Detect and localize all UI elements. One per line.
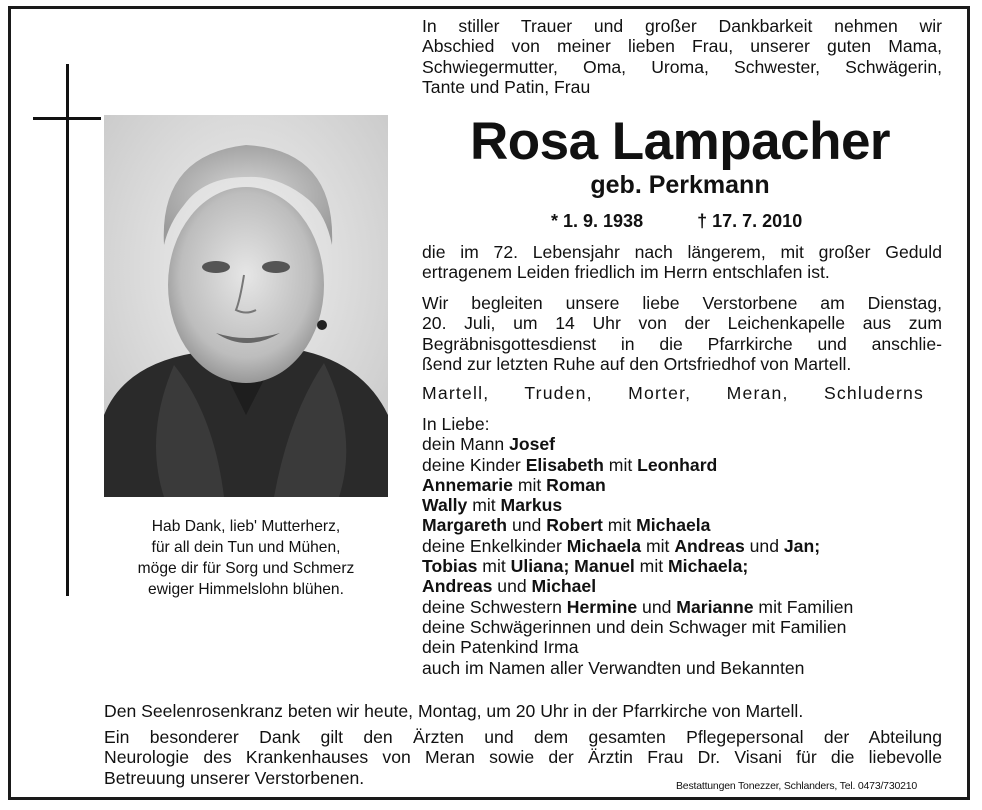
passing-paragraph <box>422 242 942 283</box>
funeral-line: Begräbnisgottesdienst in die Pfarrkirche und anschlie- <box>422 333 942 354</box>
intro-paragraph <box>422 16 942 97</box>
thanks-paragraph <box>104 727 942 788</box>
verse-line: ewiger Himmelslohn blühen. <box>148 581 344 598</box>
family-line: deine Enkelkinder Michaela mit Andreas und Jan; <box>422 535 821 556</box>
intro-line: In stiller Trauer und großer Dankbarkeit nehmen wir <box>422 16 942 36</box>
death-date: † 17. 7. 2010 <box>697 211 803 231</box>
verse-line: Hab Dank, lieb' Mutterherz, <box>151 518 341 535</box>
family-line: auch im Namen aller Verwandten und Bekannten <box>422 657 805 678</box>
family-line: Margareth und Robert mit Michaela <box>422 515 711 536</box>
family-line: Andreas und Michael <box>422 576 597 597</box>
passing-line: ertragenem Leiden friedlich im Herrn entschlafen ist. <box>422 262 830 283</box>
family-line: Annemarie mit Roman <box>422 474 606 495</box>
funeral-home-credit: Bestattungen Tonezzer, Schlanders, Tel. 0473/730210 <box>676 780 918 792</box>
funeral-line: Wir begleiten unsere liebe Verstorbene am Dienstag, <box>422 293 942 313</box>
intro-line: Schwiegermutter, Oma, Uroma, Schwester, Schwägerin, <box>422 56 942 77</box>
cross-icon-bar <box>33 117 101 120</box>
life-dates <box>551 211 802 232</box>
portrait-photo <box>104 115 388 497</box>
family-line: Tobias mit Uliana; Manuel mit Michaela; <box>422 556 749 577</box>
family-line: deine Schwägerinnen und dein Schwager mit Familien <box>422 616 847 637</box>
family-list <box>422 414 853 678</box>
places-line: Martell, Truden, Morter, Meran, Schluderns <box>422 383 924 403</box>
rosary-paragraph <box>104 701 942 721</box>
funeral-line: 20. Juli, um 14 Uhr von der Leichenkapelle aus zum <box>422 313 942 334</box>
intro-line: Tante und Patin, Frau <box>422 76 591 97</box>
family-line: dein Patenkind Irma <box>422 637 579 658</box>
family-line: deine Kinder Elisabeth mit Leonhard <box>422 454 718 475</box>
rosary-line: Den Seelenrosenkranz beten wir heute, Montag, um 20 Uhr in der Pfarrkirche von Martell. <box>104 701 804 721</box>
family-line: deine Schwestern Hermine und Marianne mit Familien <box>422 596 854 617</box>
cross-icon <box>66 64 69 596</box>
funeral-line: ßend zur letzten Ruhe auf den Ortsfriedhof von Martell. <box>422 353 852 374</box>
verse-line: möge dir für Sorg und Schmerz <box>137 560 355 577</box>
thanks-line: Ein besonderer Dank gilt den Ärzten und dem gesamten Pflegepersonal der Abteilung <box>104 727 942 747</box>
passing-line: die im 72. Lebensjahr nach längerem, mit großer Geduld <box>422 242 942 262</box>
intro-line: Abschied von meiner lieben Frau, unserer guten Mama, <box>422 36 942 57</box>
verse-line: für all dein Tun und Mühen, <box>151 539 341 556</box>
deceased-name: Rosa Lampacher <box>469 112 891 171</box>
verse-block <box>100 516 392 600</box>
thanks-line: Betreuung unserer Verstorbenen. <box>104 767 365 788</box>
family-line: dein Mann Josef <box>422 434 556 455</box>
family-line: Wally mit Markus <box>422 495 563 516</box>
funeral-paragraph <box>422 293 942 374</box>
birth-date: * 1. 9. 1938 <box>551 211 644 231</box>
birth-name: geb. Perkmann <box>590 171 770 199</box>
family-heading: In Liebe: <box>422 414 490 434</box>
thanks-line: Neurologie des Krankenhauses von Meran sowie der Ärztin Frau Dr. Visani für die liebevolle <box>104 747 942 768</box>
